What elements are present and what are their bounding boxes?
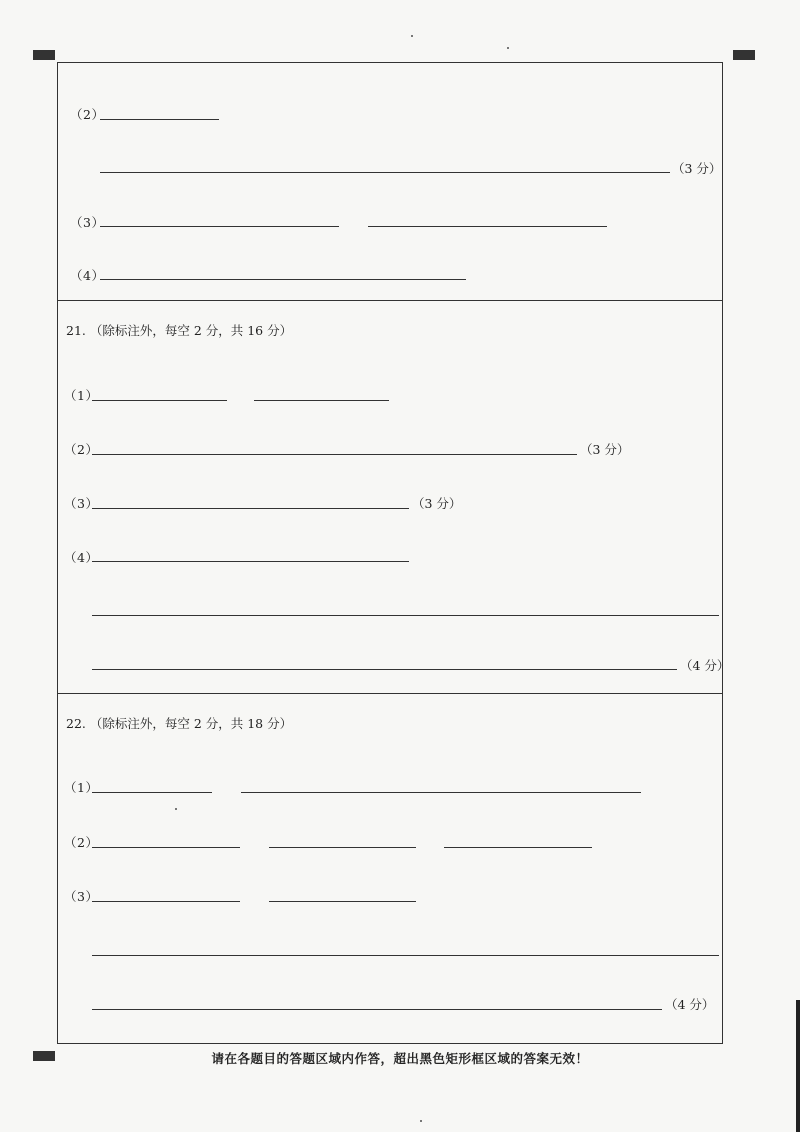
q22-part3-label: （3） [64,889,99,904]
q22-part1-blank-2[interactable] [241,792,641,793]
q22-part2-label: （2） [64,835,99,850]
q21-part1-label: （1） [64,388,99,403]
scan-speck [507,47,509,49]
q21-header: 21. （除标注外，每空 2 分，共 16 分） [66,323,293,338]
q20-part2-label: （2） [70,107,105,122]
q21-part4-blank-1[interactable] [92,561,409,562]
q20-part2-blank-1[interactable] [100,119,219,120]
q21-part3-points: （3 分） [412,496,462,511]
answer-frame [57,62,723,1044]
q22-part3-points: （4 分） [665,997,715,1012]
section-divider-21 [57,300,723,301]
footer-instruction: 请在各题目的答题区域内作答，超出黑色矩形框区域的答案无效！ [211,1051,589,1066]
q21-part4-points: （4 分） [680,658,730,673]
scan-speck [411,35,413,37]
alignment-marker-top-left [33,50,55,60]
q21-part2-blank-1[interactable] [92,454,577,455]
q22-part2-blank-1[interactable] [92,847,240,848]
q20-part4-label: （4） [70,268,105,283]
q22-part3-blank-2[interactable] [269,901,416,902]
q21-part2-points: （3 分） [580,442,630,457]
q22-part1-label: （1） [64,780,99,795]
q21-part3-label: （3） [64,496,99,511]
q22-part3-blank-3[interactable] [92,955,719,956]
q22-part1-blank-1[interactable] [92,792,212,793]
q21-part3-blank-1[interactable] [92,508,409,509]
q22-part3-blank-1[interactable] [92,901,240,902]
q20-part4-blank-1[interactable] [100,279,466,280]
section-divider-22 [57,693,723,694]
q21-part4-label: （4） [64,550,99,565]
q20-part2-points: （3 分） [672,161,722,176]
q21-part4-blank-2[interactable] [92,615,719,616]
q21-part2-label: （2） [64,442,99,457]
q22-part2-blank-3[interactable] [444,847,592,848]
q21-part1-blank-2[interactable] [254,400,389,401]
q22-header: 22. （除标注外，每空 2 分，共 18 分） [66,716,293,731]
q20-part3-blank-1[interactable] [100,226,339,227]
q21-part4-blank-3[interactable] [92,669,677,670]
q20-part3-blank-2[interactable] [368,226,607,227]
q22-part2-blank-2[interactable] [269,847,416,848]
scan-speck [420,1120,422,1122]
q20-part3-label: （3） [70,215,105,230]
alignment-marker-top-right [733,50,755,60]
q22-part3-blank-4[interactable] [92,1009,662,1010]
q21-part1-blank-1[interactable] [92,400,227,401]
q20-part2-blank-2[interactable] [100,172,670,173]
